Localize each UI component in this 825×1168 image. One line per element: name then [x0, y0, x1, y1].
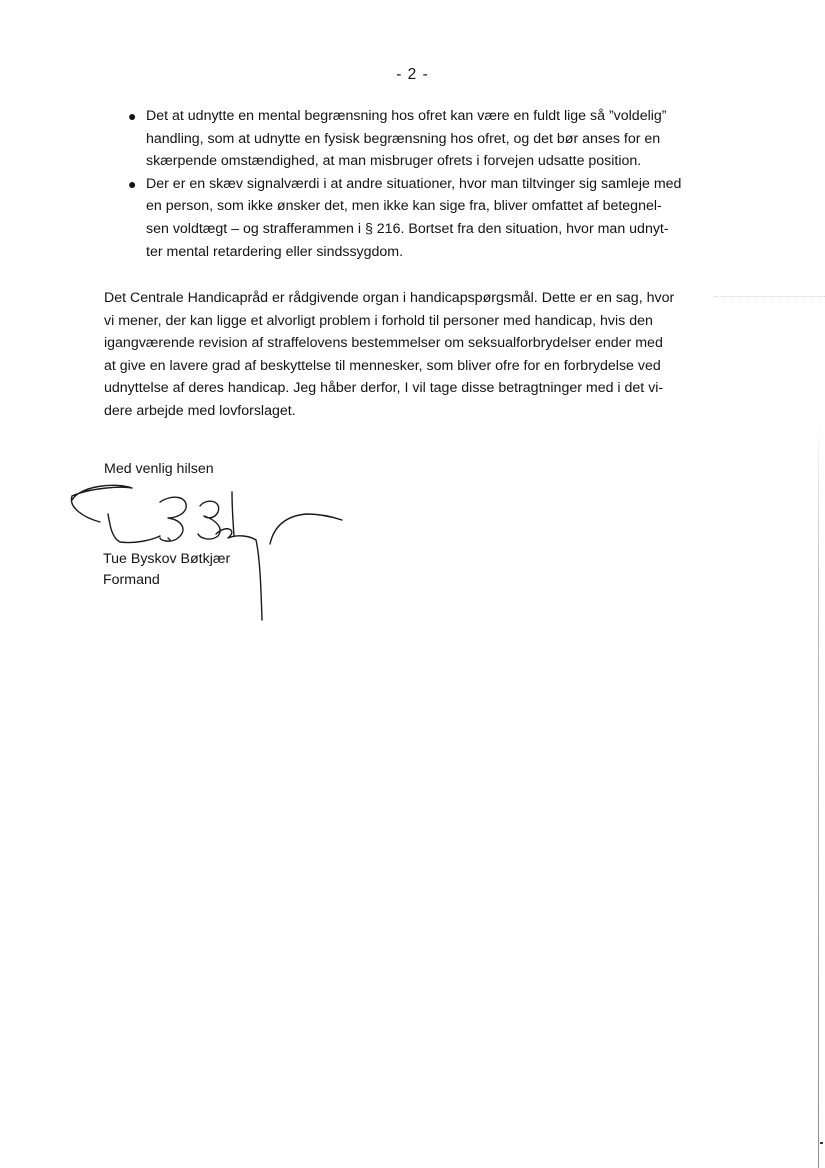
paragraph-line: at give en lavere grad af beskyttelse til mennesker, som bliver ofre for en forbrydelse ved: [104, 357, 661, 374]
paragraph-line: dere arbejde med lovforslaget.: [104, 402, 296, 419]
signer-title: Formand: [103, 572, 160, 588]
bullet-line: skærpende omstændighed, at man misbruger ofrets i forvejen udsatte position.: [146, 153, 642, 170]
bullet-line: handling, som at udnytte en fysisk begrænsning hos ofret, og det bør anses for en: [146, 130, 661, 147]
scan-edge-tick: [820, 1142, 823, 1144]
paragraph-line: udnyttelse af deres handicap. Jeg håber derfor, I vil tage disse betragtninger med i det vi-: [104, 380, 664, 397]
bullet-item: [128, 105, 728, 173]
bullet-line: en person, som ikke ønsker det, men ikke kan sige fra, bliver omfattet af betegnel-: [146, 198, 662, 215]
paragraph-line: igangværende revision af straffelovens bestemmelser om seksualforbrydelser ender med: [104, 335, 663, 352]
bullet-list: [128, 105, 728, 263]
paragraph-line: Det Centrale Handicapråd er rådgivende organ i handicapspørgsmål. Dette er en sag, hvor: [104, 290, 675, 306]
bullet-line: Der er en skæv signalværdi i at andre situationer, hvor man tiltvinger sig samleje med: [146, 175, 682, 192]
bullet-line: ter mental retardering eller sindssygdom.: [146, 243, 404, 260]
scan-artifact-dots: [715, 296, 825, 297]
page-number: - 2 -: [396, 66, 429, 83]
bullet-dot-icon: ●: [128, 108, 137, 124]
paragraph-line: vi mener, der kan ligge et alvorligt problem i forhold til personer med handicap, hvis den: [104, 312, 653, 329]
body-paragraph: [104, 287, 724, 423]
bullet-item: [128, 173, 728, 263]
signer-name: Tue Byskov Bøtkjær: [103, 551, 231, 567]
bullet-line: sen voldtægt – og strafferammen i § 216. Bortset fra den situation, hvor man udnyt-: [146, 220, 669, 237]
bullet-dot-icon: ●: [128, 175, 137, 192]
scan-edge-line: [818, 420, 819, 1168]
closing-salutation: Med venlig hilsen: [104, 461, 214, 477]
bullet-line: Det at udnytte en mental begrænsning hos ofret kan være en fuldt lige så ”voldelig”: [146, 108, 667, 124]
